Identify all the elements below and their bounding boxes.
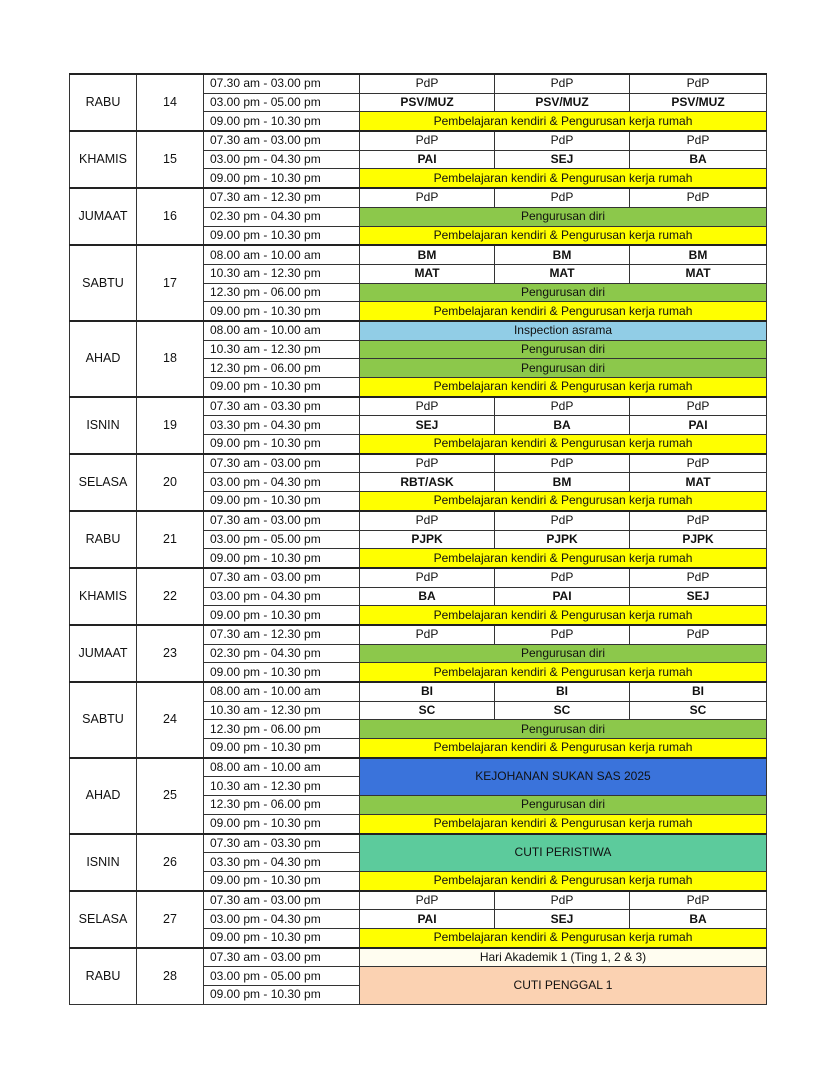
class-2-cell: BM [495, 245, 630, 264]
class-2-cell: SEJ [495, 910, 630, 929]
day-date: 15 [137, 131, 204, 188]
class-1-cell: BA [360, 587, 495, 606]
day-name: AHAD [70, 321, 137, 397]
class-1-cell: MAT [360, 264, 495, 283]
activity-cell: Pengurusan diri [360, 796, 767, 815]
time-slot: 09.00 pm - 10.30 pm [204, 378, 360, 397]
class-3-cell: BA [630, 910, 767, 929]
class-2-cell: PdP [495, 891, 630, 910]
schedule-body [70, 74, 767, 1004]
day-date: 19 [137, 397, 204, 454]
day-name: RABU [70, 948, 137, 1005]
time-slot: 09.00 pm - 10.30 pm [204, 435, 360, 454]
class-3-cell: PdP [630, 568, 767, 587]
class-2-cell: SEJ [495, 150, 630, 169]
time-slot: 02.30 pm - 04.30 pm [204, 644, 360, 663]
day-name: ISNIN [70, 834, 137, 891]
day-name: RABU [70, 511, 137, 568]
class-1-cell: SC [360, 701, 495, 720]
time-slot: 03.30 pm - 04.30 pm [204, 416, 360, 435]
activity-cell: Pengurusan diri [360, 359, 767, 378]
activity-cell: CUTI PERISTIWA [360, 834, 767, 872]
day-name: JUMAAT [70, 188, 137, 245]
class-1-cell: PdP [360, 625, 495, 644]
time-slot: 07.30 am - 12.30 pm [204, 188, 360, 207]
activity-cell: KEJOHANAN SUKAN SAS 2025 [360, 758, 767, 796]
class-3-cell: PdP [630, 891, 767, 910]
time-slot: 12.30 pm - 06.00 pm [204, 796, 360, 815]
activity-cell: Pembelajaran kendiri & Pengurusan kerja rumah [360, 302, 767, 321]
time-slot: 09.00 pm - 10.30 pm [204, 986, 360, 1005]
class-2-cell: PdP [495, 454, 630, 473]
class-2-cell: BA [495, 416, 630, 435]
activity-cell: Pengurusan diri [360, 283, 767, 302]
time-slot: 07.30 am - 03.00 pm [204, 891, 360, 910]
activity-cell: Pembelajaran kendiri & Pengurusan kerja rumah [360, 814, 767, 833]
class-3-cell: BA [630, 150, 767, 169]
time-slot: 09.00 pm - 10.30 pm [204, 663, 360, 682]
class-2-cell: PJPK [495, 530, 630, 549]
time-slot: 12.30 pm - 06.00 pm [204, 359, 360, 378]
schedule-row [70, 131, 767, 150]
schedule-row [70, 74, 767, 93]
day-date: 23 [137, 625, 204, 682]
class-1-cell: BI [360, 682, 495, 701]
class-1-cell: PSV/MUZ [360, 93, 495, 112]
activity-cell: Pengurusan diri [360, 340, 767, 359]
time-slot: 09.00 pm - 10.30 pm [204, 549, 360, 568]
activity-cell: CUTI PENGGAL 1 [360, 967, 767, 1004]
schedule-row [70, 511, 767, 530]
time-slot: 03.30 pm - 04.30 pm [204, 853, 360, 872]
time-slot: 07.30 am - 03.00 pm [204, 511, 360, 530]
class-2-cell: PdP [495, 511, 630, 530]
schedule-row [70, 568, 767, 587]
time-slot: 08.00 am - 10.00 am [204, 245, 360, 264]
time-slot: 09.00 pm - 10.30 pm [204, 739, 360, 758]
class-2-cell: BI [495, 682, 630, 701]
time-slot: 03.00 pm - 05.00 pm [204, 93, 360, 112]
class-3-cell: BM [630, 245, 767, 264]
day-date: 22 [137, 568, 204, 625]
class-1-cell: PJPK [360, 530, 495, 549]
activity-cell: Pembelajaran kendiri & Pengurusan kerja rumah [360, 435, 767, 454]
activity-cell: Pembelajaran kendiri & Pengurusan kerja rumah [360, 928, 767, 947]
activity-cell: Pembelajaran kendiri & Pengurusan kerja rumah [360, 492, 767, 511]
class-1-cell: PdP [360, 74, 495, 93]
day-name: KHAMIS [70, 131, 137, 188]
day-name: SABTU [70, 682, 137, 758]
time-slot: 09.00 pm - 10.30 pm [204, 169, 360, 188]
time-slot: 12.30 pm - 06.00 pm [204, 283, 360, 302]
day-name: JUMAAT [70, 625, 137, 682]
activity-cell: Pembelajaran kendiri & Pengurusan kerja rumah [360, 549, 767, 568]
class-1-cell: PAI [360, 150, 495, 169]
schedule-row [70, 245, 767, 264]
day-date: 26 [137, 834, 204, 891]
activity-cell: Pengurusan diri [360, 720, 767, 739]
day-name: AHAD [70, 758, 137, 834]
class-1-cell: PdP [360, 568, 495, 587]
class-2-cell: PdP [495, 568, 630, 587]
class-3-cell: PdP [630, 511, 767, 530]
time-slot: 03.00 pm - 05.00 pm [204, 967, 360, 986]
time-slot: 07.30 am - 03.00 pm [204, 568, 360, 587]
time-slot: 03.00 pm - 05.00 pm [204, 530, 360, 549]
class-3-cell: SEJ [630, 587, 767, 606]
class-3-cell: PAI [630, 416, 767, 435]
class-3-cell: PdP [630, 74, 767, 93]
class-1-cell: PdP [360, 511, 495, 530]
class-2-cell: BM [495, 473, 630, 492]
time-slot: 12.30 pm - 06.00 pm [204, 720, 360, 739]
class-2-cell: SC [495, 701, 630, 720]
class-1-cell: SEJ [360, 416, 495, 435]
day-date: 20 [137, 454, 204, 511]
class-3-cell: PSV/MUZ [630, 93, 767, 112]
activity-cell: Pengurusan diri [360, 207, 767, 226]
activity-cell: Hari Akademik 1 (Ting 1, 2 & 3) [360, 948, 767, 967]
time-slot: 09.00 pm - 10.30 pm [204, 492, 360, 511]
class-3-cell: PdP [630, 131, 767, 150]
class-1-cell: PdP [360, 454, 495, 473]
time-slot: 02.30 pm - 04.30 pm [204, 207, 360, 226]
schedule-row [70, 834, 767, 853]
class-2-cell: PdP [495, 625, 630, 644]
schedule-table [69, 73, 767, 1005]
day-name: SELASA [70, 891, 137, 948]
day-date: 27 [137, 891, 204, 948]
class-2-cell: PdP [495, 131, 630, 150]
time-slot: 07.30 am - 03.00 pm [204, 454, 360, 473]
day-date: 21 [137, 511, 204, 568]
time-slot: 03.00 pm - 04.30 pm [204, 150, 360, 169]
time-slot: 10.30 am - 12.30 pm [204, 777, 360, 796]
class-2-cell: PdP [495, 74, 630, 93]
day-date: 18 [137, 321, 204, 397]
class-3-cell: MAT [630, 473, 767, 492]
schedule-row [70, 188, 767, 207]
activity-cell: Pembelajaran kendiri & Pengurusan kerja rumah [360, 739, 767, 758]
class-1-cell: BM [360, 245, 495, 264]
day-date: 14 [137, 74, 204, 131]
time-slot: 09.00 pm - 10.30 pm [204, 814, 360, 833]
schedule-row [70, 948, 767, 967]
activity-cell: Pembelajaran kendiri & Pengurusan kerja rumah [360, 169, 767, 188]
day-name: RABU [70, 74, 137, 131]
day-name: KHAMIS [70, 568, 137, 625]
schedule-row [70, 758, 767, 777]
time-slot: 03.00 pm - 04.30 pm [204, 587, 360, 606]
time-slot: 08.00 am - 10.00 am [204, 682, 360, 701]
time-slot: 07.30 am - 12.30 pm [204, 625, 360, 644]
class-1-cell: PdP [360, 131, 495, 150]
day-date: 17 [137, 245, 204, 321]
class-1-cell: PdP [360, 188, 495, 207]
schedule-row [70, 321, 767, 340]
day-name: SABTU [70, 245, 137, 321]
class-1-cell: PAI [360, 910, 495, 929]
time-slot: 10.30 am - 12.30 pm [204, 264, 360, 283]
schedule-row [70, 397, 767, 416]
time-slot: 10.30 am - 12.30 pm [204, 340, 360, 359]
time-slot: 09.00 pm - 10.30 pm [204, 226, 360, 245]
schedule-row [70, 682, 767, 701]
time-slot: 09.00 pm - 10.30 pm [204, 112, 360, 131]
class-3-cell: PdP [630, 397, 767, 416]
class-2-cell: PdP [495, 397, 630, 416]
time-slot: 08.00 am - 10.00 am [204, 758, 360, 777]
activity-cell: Inspection asrama [360, 321, 767, 340]
class-2-cell: MAT [495, 264, 630, 283]
time-slot: 07.30 am - 03.00 pm [204, 948, 360, 967]
day-name: SELASA [70, 454, 137, 511]
activity-cell: Pengurusan diri [360, 644, 767, 663]
day-date: 24 [137, 682, 204, 758]
time-slot: 09.00 pm - 10.30 pm [204, 606, 360, 625]
time-slot: 07.30 am - 03.30 pm [204, 397, 360, 416]
time-slot: 07.30 am - 03.00 pm [204, 74, 360, 93]
class-3-cell: SC [630, 701, 767, 720]
class-2-cell: PdP [495, 188, 630, 207]
time-slot: 07.30 am - 03.00 pm [204, 131, 360, 150]
day-date: 28 [137, 948, 204, 1005]
activity-cell: Pembelajaran kendiri & Pengurusan kerja rumah [360, 226, 767, 245]
schedule-row [70, 625, 767, 644]
time-slot: 09.00 pm - 10.30 pm [204, 302, 360, 321]
class-3-cell: PdP [630, 188, 767, 207]
class-1-cell: PdP [360, 397, 495, 416]
time-slot: 03.00 pm - 04.30 pm [204, 473, 360, 492]
time-slot: 08.00 am - 10.00 am [204, 321, 360, 340]
class-1-cell: RBT/ASK [360, 473, 495, 492]
schedule-row [70, 454, 767, 473]
time-slot: 09.00 pm - 10.30 pm [204, 871, 360, 890]
activity-cell: Pembelajaran kendiri & Pengurusan kerja rumah [360, 663, 767, 682]
schedule-row [70, 891, 767, 910]
day-date: 25 [137, 758, 204, 834]
class-1-cell: PdP [360, 891, 495, 910]
time-slot: 09.00 pm - 10.30 pm [204, 928, 360, 947]
activity-cell: Pembelajaran kendiri & Pengurusan kerja rumah [360, 378, 767, 397]
class-3-cell: MAT [630, 264, 767, 283]
activity-cell: Pembelajaran kendiri & Pengurusan kerja rumah [360, 112, 767, 131]
time-slot: 10.30 am - 12.30 pm [204, 701, 360, 720]
time-slot: 03.00 pm - 04.30 pm [204, 910, 360, 929]
class-2-cell: PSV/MUZ [495, 93, 630, 112]
class-3-cell: PdP [630, 454, 767, 473]
time-slot: 07.30 am - 03.30 pm [204, 834, 360, 853]
class-3-cell: PJPK [630, 530, 767, 549]
activity-cell: Pembelajaran kendiri & Pengurusan kerja rumah [360, 871, 767, 890]
class-3-cell: BI [630, 682, 767, 701]
class-2-cell: PAI [495, 587, 630, 606]
day-date: 16 [137, 188, 204, 245]
activity-cell: Pembelajaran kendiri & Pengurusan kerja rumah [360, 606, 767, 625]
day-name: ISNIN [70, 397, 137, 454]
class-3-cell: PdP [630, 625, 767, 644]
